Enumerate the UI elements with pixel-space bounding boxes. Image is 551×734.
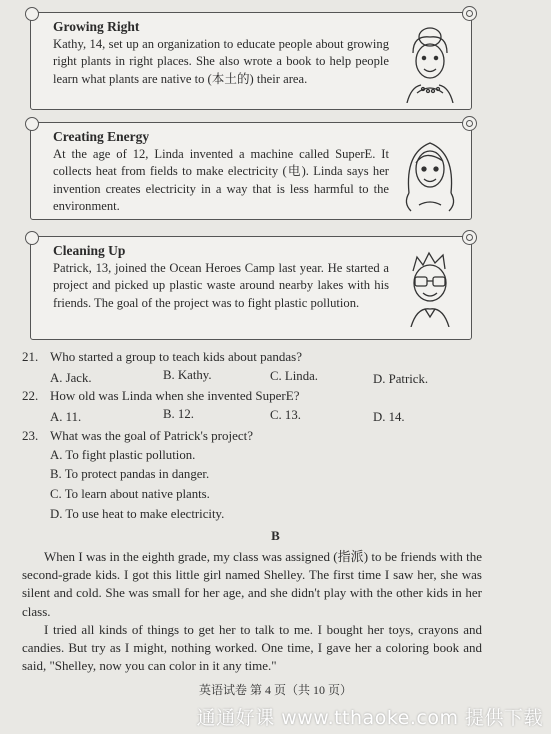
option-a[interactable]: A. 11. <box>50 410 82 424</box>
option-c[interactable]: C. 13. <box>270 408 301 422</box>
section-b-heading: B <box>271 528 280 543</box>
profile-card-kathy <box>30 12 472 110</box>
girl-portrait-icon <box>395 133 465 213</box>
scroll-curl-icon <box>25 7 39 21</box>
card-title: Cleaning Up <box>53 243 126 258</box>
option-c[interactable]: C. To learn about native plants. <box>50 487 210 501</box>
girl-portrait-icon <box>395 23 465 103</box>
option-d[interactable]: D. 14. <box>373 410 405 424</box>
option-c[interactable]: C. Linda. <box>270 369 318 383</box>
question-number: 22. <box>22 388 39 403</box>
profile-card-patrick <box>30 236 472 340</box>
card-text: At the age of 12, Linda invented a machine called SuperE. It collects heat from fields to make electricity (电). Linda says her invention creates electricity in a way that is less harmful to the environment. <box>53 147 389 214</box>
page-footer: 英语试卷 第 4 页（共 10 页） <box>198 683 352 697</box>
question-text: What was the goal of Patrick's project? <box>50 428 254 443</box>
passage-paragraph: I tried all kinds of things to get her to talk to me. I bought her toys, crayons and candies. But try as I might, nothing worked. One time, I gave her a coloring book and said, "Shelley, now you can color in it any time." <box>22 622 482 674</box>
scroll-curl-icon <box>462 116 477 131</box>
card-title: Creating Energy <box>53 129 150 144</box>
option-d[interactable]: D. Patrick. <box>373 372 429 386</box>
passage-paragraph: When I was in the eighth grade, my class was assigned (指派) to be friends with the second-grade kids. I got this little girl named Shelley. The first time I saw her, she was silent and cold. She was small for her age, and she didn't play with the other kids in her class. <box>22 549 482 619</box>
card-text: Patrick, 13, joined the Ocean Heroes Camp last year. He started a project and picked up plastic waste around nearby lakes with his friends. The goal of the project was to fight plastic pollution. <box>53 261 389 310</box>
option-a[interactable]: A. Jack. <box>50 371 92 385</box>
option-d[interactable]: D. To use heat to make electricity. <box>50 507 225 521</box>
boy-portrait-icon <box>395 247 465 327</box>
card-text: Kathy, 14, set up an organization to educate people about growing right plants in right places. She also wrote a book to help people learn what plants are native to (本土的) their area. <box>53 37 389 86</box>
scroll-curl-icon <box>462 230 477 245</box>
option-a[interactable]: A. To fight plastic pollution. <box>50 448 196 462</box>
question-number: 21. <box>22 349 39 364</box>
option-b[interactable]: B. Kathy. <box>163 368 212 382</box>
question-text: How old was Linda when she invented SuperE? <box>50 388 300 403</box>
scroll-curl-icon <box>25 231 39 245</box>
question-number: 23. <box>22 428 39 443</box>
option-b[interactable]: B. To protect pandas in danger. <box>50 467 210 481</box>
question-text: Who started a group to teach kids about pandas? <box>50 349 302 364</box>
card-title: Growing Right <box>53 19 140 34</box>
option-b[interactable]: B. 12. <box>163 407 194 421</box>
scroll-curl-icon <box>25 117 39 131</box>
profile-card-linda <box>30 122 472 220</box>
scroll-curl-icon <box>462 6 477 21</box>
watermark: 通通好课 www.tthaoke.com 提供下载 <box>196 707 543 729</box>
